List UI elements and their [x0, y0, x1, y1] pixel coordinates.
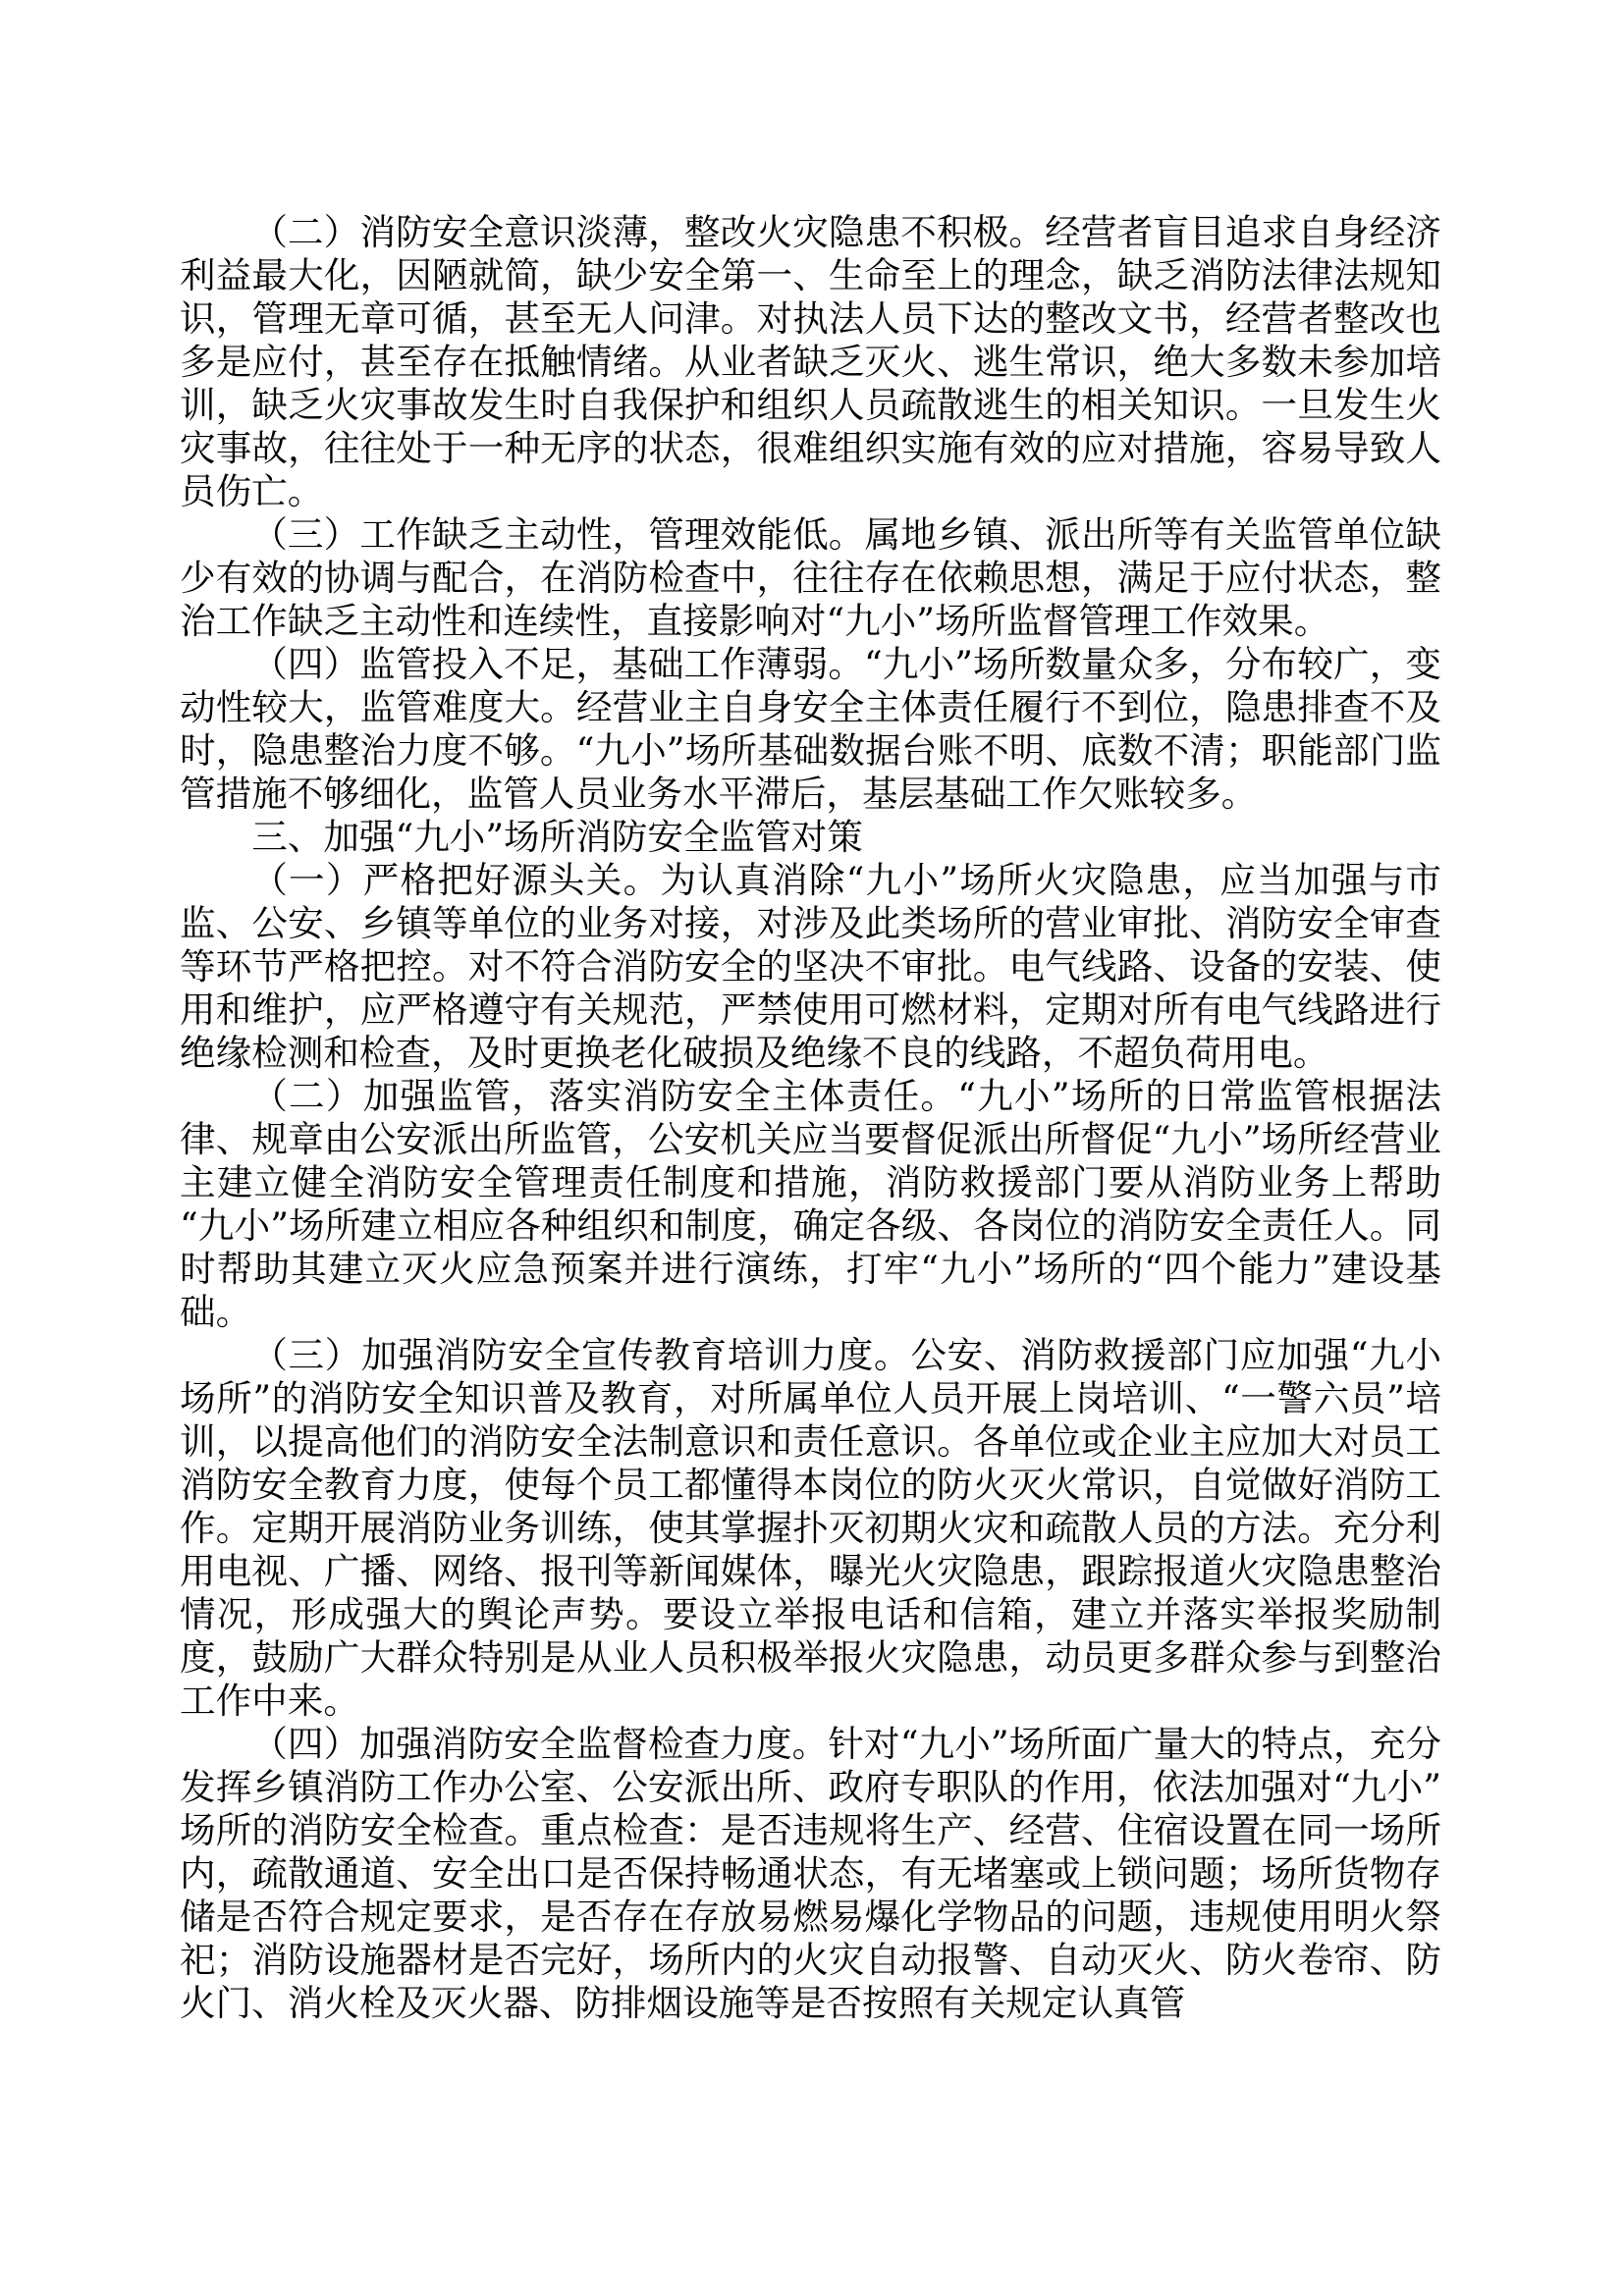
paragraph-problem-4-insufficient-supervision-input: （四）监管投入不足，基础工作薄弱。“九小”场所数量众多，分布较广，变动性较大，监管难度大。经营业主自身安全主体责任履行不到位，隐患排查不及时，隐患整治力度不够。“九小”场所基础数据台账不明、底数不清；职能部门监管措施不够细化，监管人员业务水平滞后，基层基础工作欠账较多。 [180, 643, 1441, 815]
paragraph-measure-4-inspection-enforcement: （四）加强消防安全监督检查力度。针对“九小”场所面广量大的特点，充分发挥乡镇消防工作办公室、公安派出所、政府专职队的作用，依法加强对“九小”场所的消防安全检查。重点检查：是否违规将生产、经营、住宿设置在同一场所内，疏散通道、安全出口是否保持畅通状态，有无堵塞或上锁问题；场所货物存储是否符合规定要求，是否存在存放易燃易爆化学物品的问题，违规使用明火祭祀；消防设施器材是否完好，场所内的火灾自动报警、自动灭火、防火卷帘、防火门、消火栓及灭火器、防排烟设施等是否按照有关规定认真管 [180, 1723, 1441, 2024]
paragraph-measure-3-publicity-education-training: （三）加强消防安全宣传教育培训力度。公安、消防救援部门应加强“九小场所”的消防安全知识普及教育，对所属单位人员开展上岗培训、“一警六员”培训，以提高他们的消防安全法制意识和责任意识。各单位或企业主应加大对员工消防安全教育力度，使每个员工都懂得本岗位的防火灭火常识，自觉做好消防工作。定期开展消防业务训练，使其掌握扑灭初期火灾和疏散人员的方法。充分利用电视、广播、网络、报刊等新闻媒体，曝光火灾隐患，跟踪报道火灾隐患整治情况，形成强大的舆论声势。要设立举报电话和信箱，建立并落实举报奖励制度，鼓励广大群众特别是从业人员积极举报火灾隐患，动员更多群众参与到整治工作中来。 [180, 1334, 1441, 1722]
paragraph-problem-3-lack-of-initiative: （三）工作缺乏主动性，管理效能低。属地乡镇、派出所等有关监管单位缺少有效的协调与配合，在消防检查中，往往存在依赖思想，满足于应付状态，整治工作缺乏主动性和连续性，直接影响对“九小”场所监督管理工作效果。 [180, 513, 1441, 642]
section-heading-countermeasures: 三、加强“九小”场所消防安全监管对策 [251, 816, 863, 858]
paragraph-measure-2-strengthen-supervision-responsibility: （二）加强监管，落实消防安全主体责任。“九小”场所的日常监管根据法律、规章由公安派出所监管，公安机关应当要督促派出所督促“九小”场所经营业主建立健全消防安全管理责任制度和措施，消防救援部门要从消防业务上帮助“九小”场所建立相应各种组织和制度，确定各级、各岗位的消防安全责任人。同时帮助其建立灭火应急预案并进行演练，打牢“九小”场所的“四个能力”建设基础。 [180, 1075, 1441, 1333]
paragraph-measure-1-source-control: （一）严格把好源头关。为认真消除“九小”场所火灾隐患，应当加强与市监、公安、乡镇等单位的业务对接，对涉及此类场所的营业审批、消防安全审查等环节严格把控。对不符合消防安全的坚决不审批。电气线路、设备的安装、使用和维护，应严格遵守有关规范，严禁使用可燃材料，定期对所有电气线路进行绝缘检测和检查，及时更换老化破损及绝缘不良的线路，不超负荷用电。 [180, 859, 1441, 1074]
document-body [180, 211, 1441, 2025]
paragraph-problem-2-weak-safety-awareness: （二）消防安全意识淡薄，整改火灾隐患不积极。经营者盲目追求自身经济利益最大化，因陋就简，缺少安全第一、生命至上的理念，缺乏消防法律法规知识，管理无章可循，甚至无人问津。对执法人员下达的整改文书，经营者整改也多是应付，甚至存在抵触情绪。从业者缺乏灭火、逃生常识，绝大多数未参加培训，缺乏火灾事故发生时自我保护和组织人员疏散逃生的相关知识。一旦发生火灾事故，往往处于一种无序的状态，很难组织实施有效的应对措施，容易导致人员伤亡。 [180, 211, 1441, 512]
